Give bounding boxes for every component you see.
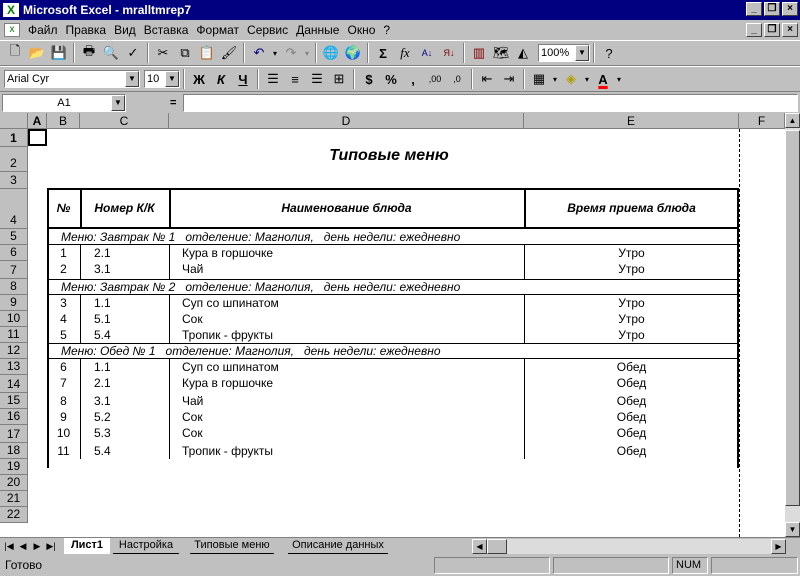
decrease-decimal-icon[interactable]: ,0: [453, 74, 461, 84]
fill-color-icon[interactable]: ◈: [566, 71, 576, 86]
last-sheet-button[interactable]: ▶|: [46, 541, 56, 551]
row-header[interactable]: 21: [0, 491, 28, 507]
item-time: Обед: [616, 426, 647, 440]
merge-center-icon[interactable]: ⊞: [333, 71, 345, 86]
currency-button[interactable]: $: [365, 71, 373, 87]
copy-icon[interactable]: ⧉: [180, 45, 190, 60]
fill-dropdown-icon[interactable]: ▾: [584, 74, 589, 84]
menu-edit[interactable]: Правка: [65, 23, 107, 37]
close-button[interactable]: ×: [782, 2, 798, 16]
item-code: 5.2: [94, 410, 111, 424]
selected-cell[interactable]: [28, 129, 47, 146]
row-header[interactable]: 8: [0, 279, 28, 295]
row-header[interactable]: 18: [0, 443, 28, 459]
status-panel: [553, 557, 669, 574]
doc-restore-button[interactable]: ❐: [764, 23, 780, 37]
item-code: 2.1: [94, 376, 111, 390]
status-bar: [0, 554, 800, 576]
item-time: Утро: [618, 246, 645, 260]
item-dish: Чай: [182, 262, 204, 276]
item-dish: Сок: [182, 410, 203, 424]
item-number: 9: [60, 410, 67, 424]
standard-toolbar: [0, 40, 800, 66]
cut-icon[interactable]: ✂: [157, 45, 169, 60]
header-meal-time: Время приема блюда: [567, 201, 696, 215]
column-header[interactable]: D: [169, 113, 524, 129]
column-header[interactable]: F: [739, 113, 785, 129]
sort-ascending-icon[interactable]: A↓: [421, 48, 433, 58]
item-time: Обед: [616, 360, 647, 374]
item-number: 10: [56, 426, 71, 440]
open-icon[interactable]: 📂: [28, 45, 46, 60]
horizontal-scroll-thumb[interactable]: [487, 539, 507, 554]
vertical-scrollbar[interactable]: [785, 113, 800, 537]
toolbar-separator: [463, 43, 465, 63]
column-divider: [524, 359, 525, 459]
column-divider: [524, 295, 525, 343]
item-number: 3: [60, 296, 67, 310]
tab-typical-menus[interactable]: Типовые меню: [190, 538, 274, 554]
bold-button[interactable]: Ж: [193, 71, 205, 87]
restore-button[interactable]: ❐: [764, 2, 780, 16]
group-label: Меню: Обед № 1 отделение: Магнолия, день недели: ежедневно: [61, 344, 441, 358]
row-header[interactable]: 14: [0, 375, 28, 393]
status-panel: [434, 557, 550, 574]
item-time: Обед: [616, 410, 647, 424]
next-sheet-button[interactable]: ▶: [33, 541, 41, 551]
cell-reference: A1: [57, 97, 71, 109]
toolbar-separator: [257, 69, 259, 89]
row-header[interactable]: 9: [0, 295, 28, 311]
doc-minimize-button[interactable]: _: [746, 23, 762, 37]
autosum-icon[interactable]: Σ: [379, 45, 387, 61]
group-underline: [47, 358, 739, 359]
row-header[interactable]: 10: [0, 311, 28, 327]
paste-icon[interactable]: 📋: [198, 45, 216, 60]
row-header[interactable]: 20: [0, 475, 28, 491]
column-divider: [169, 359, 170, 459]
toolbar-separator: [471, 69, 473, 89]
item-number: 2: [60, 262, 67, 276]
item-time: Утро: [618, 328, 645, 342]
column-header[interactable]: A: [28, 113, 47, 129]
tab-data-description[interactable]: Описание данных: [288, 538, 388, 554]
item-dish: Кура в горшочке: [182, 376, 274, 390]
align-center-icon[interactable]: ≡: [291, 71, 299, 87]
zoom-select[interactable]: [538, 44, 590, 62]
prev-sheet-button[interactable]: ◀: [19, 541, 27, 551]
item-code: 2.1: [94, 246, 111, 260]
item-number: 11: [57, 444, 70, 458]
item-dish: Кура в горшочке: [182, 246, 274, 260]
item-dish: Суп со шпинатом: [182, 296, 279, 310]
document-icon[interactable]: x: [4, 23, 20, 37]
row-header[interactable]: 4: [0, 189, 28, 229]
row-header[interactable]: 17: [0, 425, 28, 443]
menu-window[interactable]: Окно: [347, 23, 376, 37]
item-time: Обед: [616, 376, 647, 390]
item-dish: Сок: [182, 312, 203, 326]
font-color-dropdown-icon[interactable]: ▾: [616, 74, 621, 84]
item-time: Утро: [618, 296, 645, 310]
row-header[interactable]: 19: [0, 459, 28, 475]
header-code: Номер К/К: [94, 201, 155, 215]
zoom-value: 100%: [541, 47, 570, 59]
column-divider: [169, 295, 170, 343]
font-size-select[interactable]: [144, 70, 180, 88]
align-right-icon[interactable]: ☰: [311, 71, 323, 86]
menu-insert[interactable]: Вставка: [143, 23, 189, 37]
column-header[interactable]: C: [80, 113, 169, 129]
redo-dropdown-icon[interactable]: ▾: [304, 48, 309, 58]
menu-tools[interactable]: Сервис: [247, 23, 289, 37]
item-code: 3.1: [94, 262, 111, 276]
tab-list1[interactable]: Лист1: [64, 538, 110, 554]
menu-bar: [0, 20, 800, 40]
column-divider: [80, 359, 81, 459]
item-code: 1.1: [94, 360, 111, 374]
row-header[interactable]: 1: [0, 129, 28, 147]
item-number: 6: [60, 360, 67, 374]
toolbar-separator: [523, 69, 525, 89]
undo-dropdown-icon[interactable]: ▾: [272, 48, 277, 58]
column-header[interactable]: E: [524, 113, 739, 129]
title-bar: [0, 0, 800, 20]
item-number: 1: [60, 246, 67, 260]
column-divider: [524, 245, 525, 279]
formula-input[interactable]: [183, 94, 798, 112]
scroll-down-button[interactable]: ▼: [785, 522, 800, 537]
font-size-value: 10: [147, 73, 160, 85]
drawing-icon[interactable]: ◭: [518, 45, 528, 60]
item-code: 1.1: [94, 296, 111, 310]
status-panel: [711, 557, 798, 574]
item-time: Утро: [618, 262, 645, 276]
equals-button[interactable]: =: [170, 97, 177, 109]
save-icon[interactable]: 💾: [50, 45, 68, 60]
name-box[interactable]: [2, 94, 126, 112]
toolbar-separator: [315, 43, 317, 63]
sheet-tab-bar: [0, 537, 800, 554]
num-lock-indicator: NUM: [672, 557, 708, 574]
office-assistant-icon[interactable]: ?: [605, 45, 613, 61]
menu-format[interactable]: Формат: [196, 23, 240, 37]
comma-button[interactable]: ,: [411, 71, 415, 87]
item-dish: Сок: [182, 426, 203, 440]
tab-settings[interactable]: Настройка: [113, 538, 179, 554]
spelling-icon[interactable]: ✓: [127, 45, 139, 60]
scroll-right-button[interactable]: ▶: [771, 539, 786, 554]
select-all-corner[interactable]: [0, 113, 28, 129]
undo-icon[interactable]: ↶: [253, 45, 265, 60]
italic-button[interactable]: К: [217, 71, 225, 87]
group-label: Меню: Завтрак № 1 отделение: Магнолия, день недели: ежедневно: [61, 230, 461, 244]
menu-help[interactable]: ?: [383, 23, 391, 37]
item-code: 3.1: [94, 394, 111, 408]
increase-decimal-icon[interactable]: ,00: [428, 74, 442, 84]
item-time: Обед: [616, 394, 647, 408]
scroll-up-button[interactable]: ▲: [785, 113, 800, 128]
excel-icon[interactable]: X: [3, 3, 19, 17]
row-header[interactable]: 5: [0, 229, 28, 245]
item-code: 5.1: [94, 312, 111, 326]
status-ready: Готово: [5, 558, 43, 572]
column-divider: [169, 245, 170, 279]
item-dish: Тропик - фрукты: [182, 444, 274, 458]
row-header[interactable]: 6: [0, 245, 28, 261]
group-label: Меню: Завтрак № 2 отделение: Магнолия, день недели: ежедневно: [61, 280, 461, 294]
row-header[interactable]: 15: [0, 393, 28, 409]
toolbar-separator: [183, 69, 185, 89]
hyperlink-icon[interactable]: 🌐: [322, 45, 340, 60]
column-header[interactable]: B: [47, 113, 80, 129]
underline-button[interactable]: Ч: [238, 71, 248, 87]
print-icon[interactable]: 🖶: [82, 43, 96, 58]
row-header[interactable]: 22: [0, 507, 28, 523]
toolbar-separator: [353, 69, 355, 89]
header-dish-name: Наименование блюда: [281, 201, 412, 215]
toolbar-separator: [147, 43, 149, 63]
horizontal-scrollbar[interactable]: [472, 539, 786, 554]
toolbar-separator: [73, 43, 75, 63]
formatting-toolbar: [0, 66, 800, 92]
borders-icon[interactable]: ▦: [532, 71, 546, 86]
chevron-down-icon[interactable]: ▼: [111, 95, 125, 111]
window-title: Microsoft Excel - mralltmrep7: [23, 3, 192, 17]
menu-file[interactable]: Файл: [28, 23, 58, 37]
item-number: 7: [60, 376, 67, 390]
row-header[interactable]: 11: [0, 327, 28, 343]
font-select[interactable]: [4, 70, 140, 88]
item-code: 5.3: [94, 426, 111, 440]
function-icon[interactable]: fx: [400, 45, 410, 60]
item-code: 5.4: [94, 328, 111, 342]
align-left-icon[interactable]: ☰: [267, 71, 279, 86]
toolbar-separator: [243, 43, 245, 63]
row-header[interactable]: 3: [0, 172, 28, 189]
sheet-title: Типовые меню: [329, 147, 449, 164]
toolbar-separator: [367, 43, 369, 63]
percent-button[interactable]: %: [385, 71, 397, 87]
increase-indent-icon[interactable]: ⇥: [503, 71, 515, 86]
page-break-line: [739, 129, 740, 537]
new-icon[interactable]: 🗋: [9, 43, 21, 58]
chart-wizard-icon[interactable]: ▥: [472, 45, 486, 60]
formula-bar: [0, 93, 800, 113]
map-icon[interactable]: 🗺: [492, 45, 510, 60]
redo-icon[interactable]: ↷: [285, 45, 297, 60]
item-code: 5.4: [94, 444, 111, 458]
borders-dropdown-icon[interactable]: ▾: [552, 74, 557, 84]
row-header[interactable]: 13: [0, 359, 28, 375]
header-number: №: [56, 201, 71, 215]
chevron-down-icon[interactable]: ▼: [125, 71, 139, 87]
item-dish: Чай: [182, 394, 204, 408]
vertical-scroll-thumb[interactable]: [785, 130, 800, 506]
menu-data[interactable]: Данные: [296, 23, 340, 37]
chevron-down-icon[interactable]: ▼: [165, 71, 179, 87]
item-number: 4: [60, 312, 67, 326]
font-color-icon[interactable]: A: [598, 71, 608, 87]
minimize-button[interactable]: _: [746, 2, 762, 16]
group-underline: [47, 294, 739, 295]
toolbar-separator: [593, 43, 595, 63]
row-header[interactable]: 12: [0, 343, 28, 359]
font-value: Arial Cyr: [7, 73, 50, 85]
item-dish: Суп со шпинатом: [182, 360, 279, 374]
row-header[interactable]: 16: [0, 409, 28, 425]
item-number: 8: [60, 394, 67, 408]
sort-descending-icon[interactable]: Я↓: [443, 48, 455, 58]
chevron-down-icon[interactable]: ▼: [575, 45, 589, 61]
column-divider: [80, 245, 81, 279]
item-dish: Тропик - фрукты: [182, 328, 274, 342]
row-header[interactable]: 7: [0, 261, 28, 279]
column-divider: [80, 295, 81, 343]
first-sheet-button[interactable]: |◀: [4, 541, 14, 551]
decrease-indent-icon[interactable]: ⇤: [481, 71, 493, 86]
doc-close-button[interactable]: ×: [782, 23, 798, 37]
format-painter-icon[interactable]: 🖌: [220, 45, 238, 60]
item-time: Обед: [616, 444, 647, 458]
item-number: 5: [60, 328, 67, 342]
row-header[interactable]: 2: [0, 147, 28, 172]
group-underline: [47, 244, 739, 245]
item-time: Утро: [618, 312, 645, 326]
web-toolbar-icon[interactable]: 🌍: [344, 45, 362, 60]
menu-view[interactable]: Вид: [114, 23, 136, 37]
scroll-left-button[interactable]: ◀: [472, 539, 487, 554]
table-divider: [47, 227, 739, 229]
spreadsheet-grid[interactable]: [0, 113, 785, 537]
print-preview-icon[interactable]: 🔍: [102, 45, 120, 60]
